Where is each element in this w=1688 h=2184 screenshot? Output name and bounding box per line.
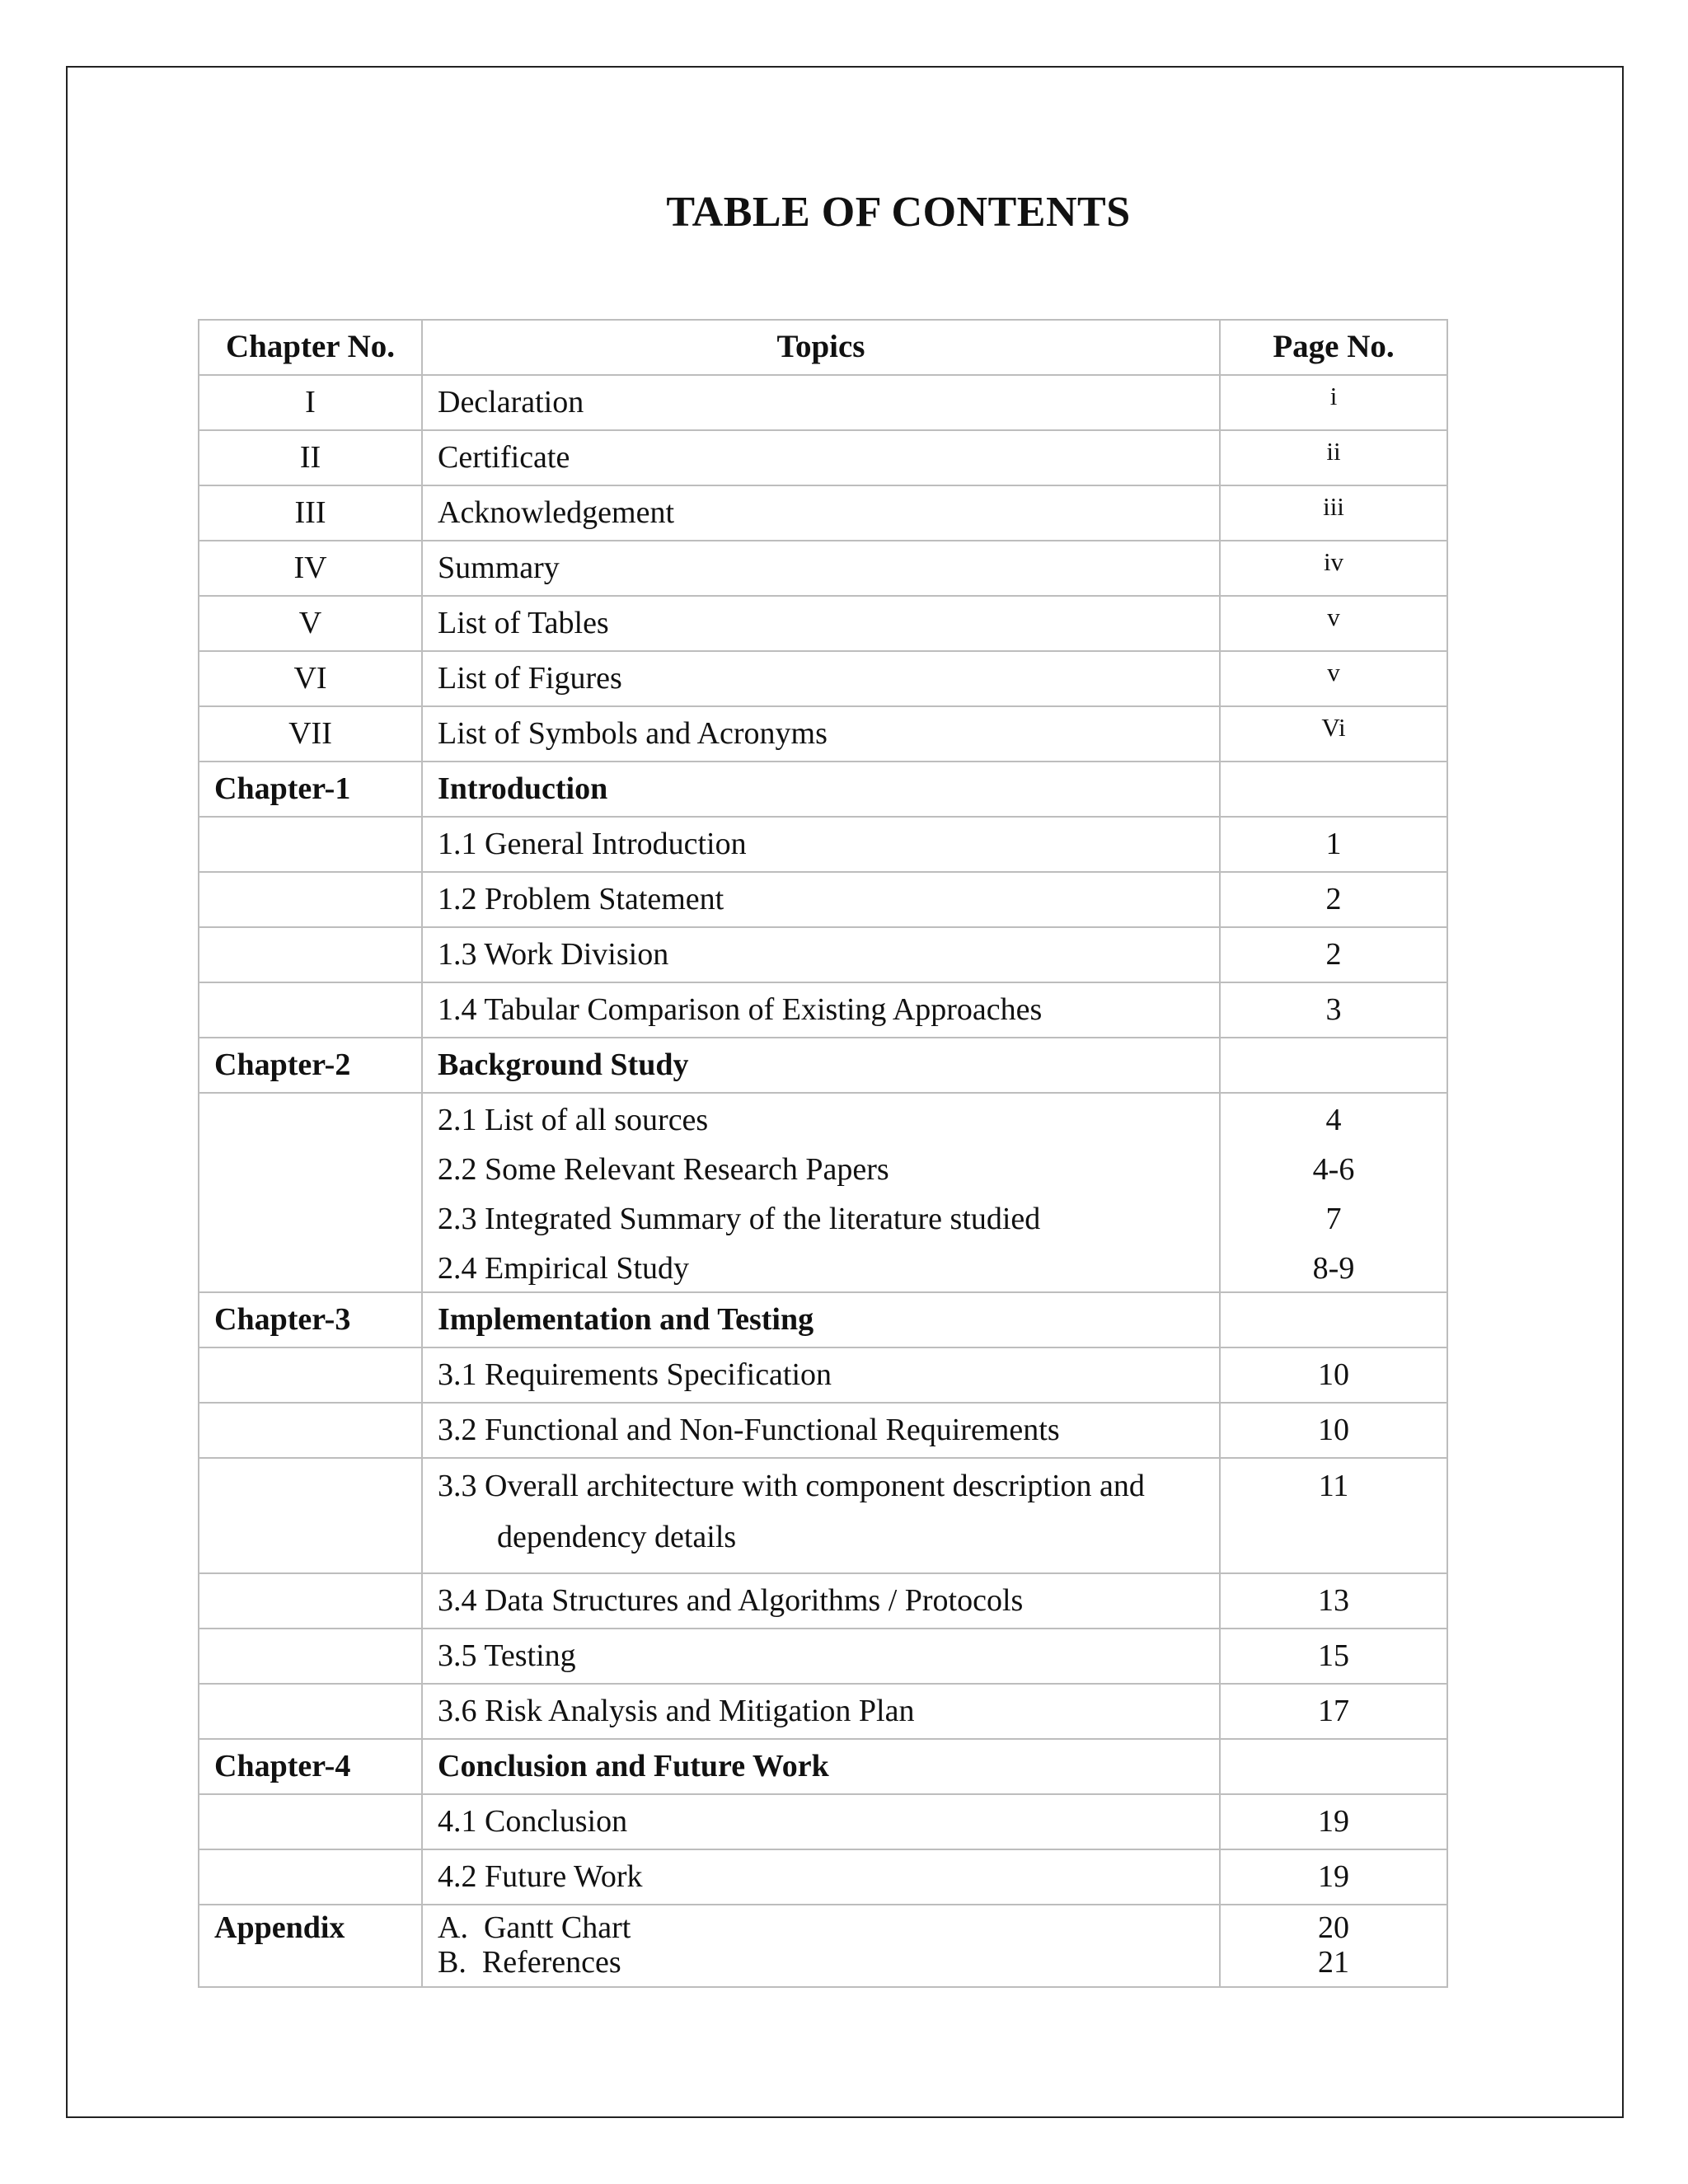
row-topic: List of Figures bbox=[422, 651, 1220, 706]
row-number bbox=[199, 1458, 422, 1573]
row-page: 4 bbox=[1325, 1103, 1342, 1137]
page-title: TABLE OF CONTENTS bbox=[666, 189, 1131, 236]
row-number bbox=[199, 1629, 422, 1684]
row-number: I bbox=[199, 375, 422, 430]
row-page bbox=[1220, 1292, 1447, 1347]
row-topic: Gantt Chart bbox=[483, 1910, 631, 1945]
row-topic: References bbox=[481, 1945, 621, 1980]
row-number bbox=[199, 982, 422, 1038]
list-item bbox=[438, 1910, 1219, 1945]
table-row bbox=[199, 596, 1447, 651]
row-topic: Declaration bbox=[422, 375, 1220, 430]
chapter-title: Introduction bbox=[422, 762, 1220, 817]
chapter-label: Chapter-4 bbox=[199, 1739, 422, 1794]
row-topic: 3.6 Risk Analysis and Mitigation Plan bbox=[422, 1684, 1220, 1739]
row-page-group bbox=[1220, 1093, 1447, 1292]
row-topic: 2.4 Empirical Study bbox=[438, 1251, 690, 1286]
row-number bbox=[199, 927, 422, 982]
row-topic: 1.4 Tabular Comparison of Existing Approaches bbox=[422, 982, 1220, 1038]
row-number: V bbox=[199, 596, 422, 651]
table-row bbox=[199, 430, 1447, 485]
row-page: 15 bbox=[1220, 1629, 1447, 1684]
row-page: 1 bbox=[1220, 817, 1447, 872]
row-number bbox=[199, 817, 422, 872]
row-topic: 3.3 Overall architecture with component description and bbox=[438, 1469, 1145, 1503]
chapter-title: Background Study bbox=[422, 1038, 1220, 1093]
table-row bbox=[199, 485, 1447, 541]
chapter-label: Chapter-3 bbox=[199, 1292, 422, 1347]
row-topic: 1.2 Problem Statement bbox=[422, 872, 1220, 927]
row-page: v bbox=[1220, 651, 1447, 706]
row-number bbox=[199, 872, 422, 927]
chapter-label: Chapter-1 bbox=[199, 762, 422, 817]
table-row bbox=[199, 1347, 1447, 1403]
row-topic: 4.1 Conclusion bbox=[422, 1794, 1220, 1849]
row-page bbox=[1220, 1038, 1447, 1093]
header-page: Page No. bbox=[1220, 320, 1447, 375]
row-page: 7 bbox=[1325, 1202, 1342, 1236]
chapter-row bbox=[199, 1739, 1447, 1794]
appendix-label: Appendix bbox=[199, 1905, 422, 1987]
list-item bbox=[438, 1945, 1219, 1980]
row-page: 19 bbox=[1220, 1794, 1447, 1849]
row-topic: 3.2 Functional and Non-Functional Requirements bbox=[422, 1403, 1220, 1458]
table-row bbox=[199, 1573, 1447, 1629]
chapter-row bbox=[199, 762, 1447, 817]
row-number: VII bbox=[199, 706, 422, 762]
table-row bbox=[199, 1093, 1447, 1292]
appendix-page-group bbox=[1220, 1905, 1447, 1987]
row-page-group bbox=[1220, 1458, 1447, 1573]
table-row bbox=[199, 706, 1447, 762]
row-topic-group bbox=[422, 1093, 1220, 1292]
list-marker: B. bbox=[438, 1945, 467, 1980]
row-page: v bbox=[1220, 596, 1447, 651]
row-page: 3 bbox=[1220, 982, 1447, 1038]
row-topic: Summary bbox=[422, 541, 1220, 596]
toc-table bbox=[198, 319, 1448, 1988]
row-page: 2 bbox=[1220, 872, 1447, 927]
row-page: 10 bbox=[1220, 1347, 1447, 1403]
row-number bbox=[199, 1573, 422, 1629]
row-topic: 4.2 Future Work bbox=[422, 1849, 1220, 1905]
row-number: III bbox=[199, 485, 422, 541]
table-row bbox=[199, 817, 1447, 872]
row-page: 11 bbox=[1318, 1469, 1349, 1503]
table-row bbox=[199, 1403, 1447, 1458]
row-topic: 2.1 List of all sources bbox=[438, 1103, 709, 1137]
row-topic: 2.3 Integrated Summary of the literature studied bbox=[438, 1202, 1041, 1236]
table-row bbox=[199, 1849, 1447, 1905]
row-topic: List of Symbols and Acronyms bbox=[422, 706, 1220, 762]
row-page: 4-6 bbox=[1312, 1152, 1355, 1187]
row-page: Vi bbox=[1220, 706, 1447, 762]
table-row bbox=[199, 541, 1447, 596]
row-topic: List of Tables bbox=[422, 596, 1220, 651]
row-page: 20 bbox=[1318, 1910, 1349, 1945]
header-chapter: Chapter No. bbox=[199, 320, 422, 375]
row-topic: Acknowledgement bbox=[422, 485, 1220, 541]
row-topic: 3.4 Data Structures and Algorithms / Protocols bbox=[422, 1573, 1220, 1629]
row-page bbox=[1220, 1739, 1447, 1794]
row-number bbox=[199, 1684, 422, 1739]
row-page: 19 bbox=[1220, 1849, 1447, 1905]
table-row bbox=[199, 927, 1447, 982]
table-row bbox=[199, 1794, 1447, 1849]
table-row bbox=[199, 651, 1447, 706]
table-row bbox=[199, 1458, 1447, 1573]
chapter-title: Implementation and Testing bbox=[422, 1292, 1220, 1347]
row-topic: 3.1 Requirements Specification bbox=[422, 1347, 1220, 1403]
row-topic-group bbox=[422, 1458, 1220, 1573]
row-page: 13 bbox=[1220, 1573, 1447, 1629]
row-number bbox=[199, 1347, 422, 1403]
row-number bbox=[199, 1794, 422, 1849]
row-topic-continued: dependency details bbox=[497, 1520, 737, 1554]
table-row bbox=[199, 1629, 1447, 1684]
row-topic: 3.5 Testing bbox=[422, 1629, 1220, 1684]
row-page: 17 bbox=[1220, 1684, 1447, 1739]
row-topic: Certificate bbox=[422, 430, 1220, 485]
table-row bbox=[199, 375, 1447, 430]
appendix-row bbox=[199, 1905, 1447, 1987]
table-row bbox=[199, 872, 1447, 927]
row-page: iv bbox=[1220, 541, 1447, 596]
row-page: iii bbox=[1220, 485, 1447, 541]
header-topics: Topics bbox=[422, 320, 1220, 375]
chapter-row bbox=[199, 1038, 1447, 1093]
chapter-row bbox=[199, 1292, 1447, 1347]
row-topic: 1.3 Work Division bbox=[422, 927, 1220, 982]
row-page: 8-9 bbox=[1312, 1251, 1355, 1286]
row-topic: 2.2 Some Relevant Research Papers bbox=[438, 1152, 889, 1187]
row-number bbox=[199, 1093, 422, 1292]
row-number: II bbox=[199, 430, 422, 485]
table-row bbox=[199, 982, 1447, 1038]
row-page bbox=[1220, 762, 1447, 817]
chapter-label: Chapter-2 bbox=[199, 1038, 422, 1093]
table-header-row bbox=[199, 320, 1447, 375]
list-marker: A. bbox=[438, 1910, 468, 1945]
row-topic: 1.1 General Introduction bbox=[422, 817, 1220, 872]
row-number bbox=[199, 1849, 422, 1905]
row-number: VI bbox=[199, 651, 422, 706]
row-page: ii bbox=[1220, 430, 1447, 485]
appendix-topic-group bbox=[422, 1905, 1220, 1987]
row-number bbox=[199, 1403, 422, 1458]
row-page: 21 bbox=[1318, 1945, 1349, 1980]
table-row bbox=[199, 1684, 1447, 1739]
row-page: i bbox=[1220, 375, 1447, 430]
row-page: 10 bbox=[1220, 1403, 1447, 1458]
chapter-title: Conclusion and Future Work bbox=[422, 1739, 1220, 1794]
row-number: IV bbox=[199, 541, 422, 596]
row-page: 2 bbox=[1220, 927, 1447, 982]
